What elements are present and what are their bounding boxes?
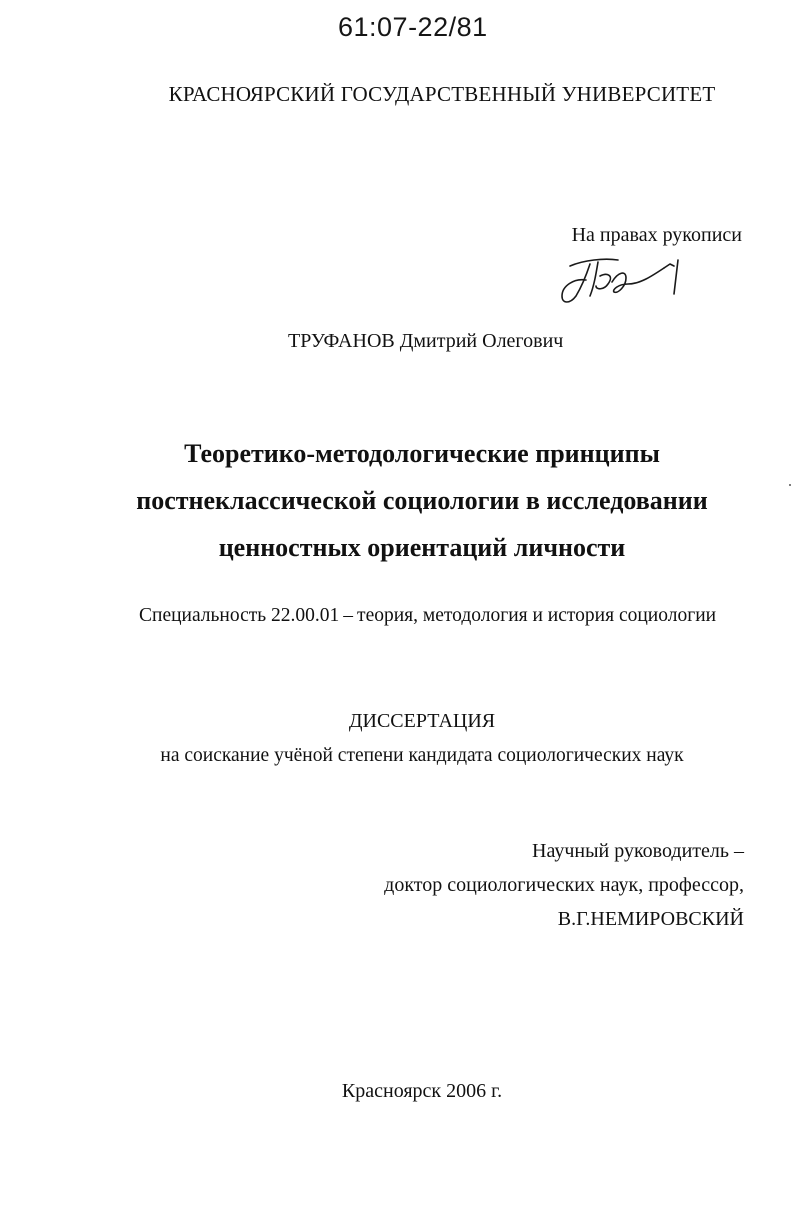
supervisor-block [384,834,744,936]
specialty-dash: – [343,605,354,626]
city-year: Красноярск 2006 г. [341,1080,503,1102]
archive-stamp-number: 61:07-22/81 [338,12,488,42]
document-type: ДИССЕРТАЦИЯ [348,710,496,732]
scan-speck [789,484,791,486]
supervisor-name: В.Г.НЕМИРОВСКИЙ [557,908,744,930]
supervisor-role: Научный руководитель – [532,840,744,862]
title-line: ценностных ориентаций личности [218,533,626,562]
dissertation-title [0,430,794,571]
specialty-line [139,605,716,627]
author-signature [556,254,688,310]
manuscript-rights-note: На правах рукописи [571,224,742,246]
specialty-code: Специальность 22.00.01 [139,605,340,626]
specialty-name: теория, методология и история социологии [357,605,717,626]
author-name: ТРУФАНОВ Дмитрий Олегович [288,330,564,352]
degree-sought: на соискание учёной степени кандидата социологических наук [160,745,684,766]
title-line: постнеклассической социологии в исследовании [136,486,708,515]
title-line: Теоретико-методологические принципы [184,439,660,468]
supervisor-rank: доктор социологических наук, профессор, [384,874,744,896]
university-name: КРАСНОЯРСКИЙ ГОСУДАРСТВЕННЫЙ УНИВЕРСИТЕТ [168,82,716,106]
